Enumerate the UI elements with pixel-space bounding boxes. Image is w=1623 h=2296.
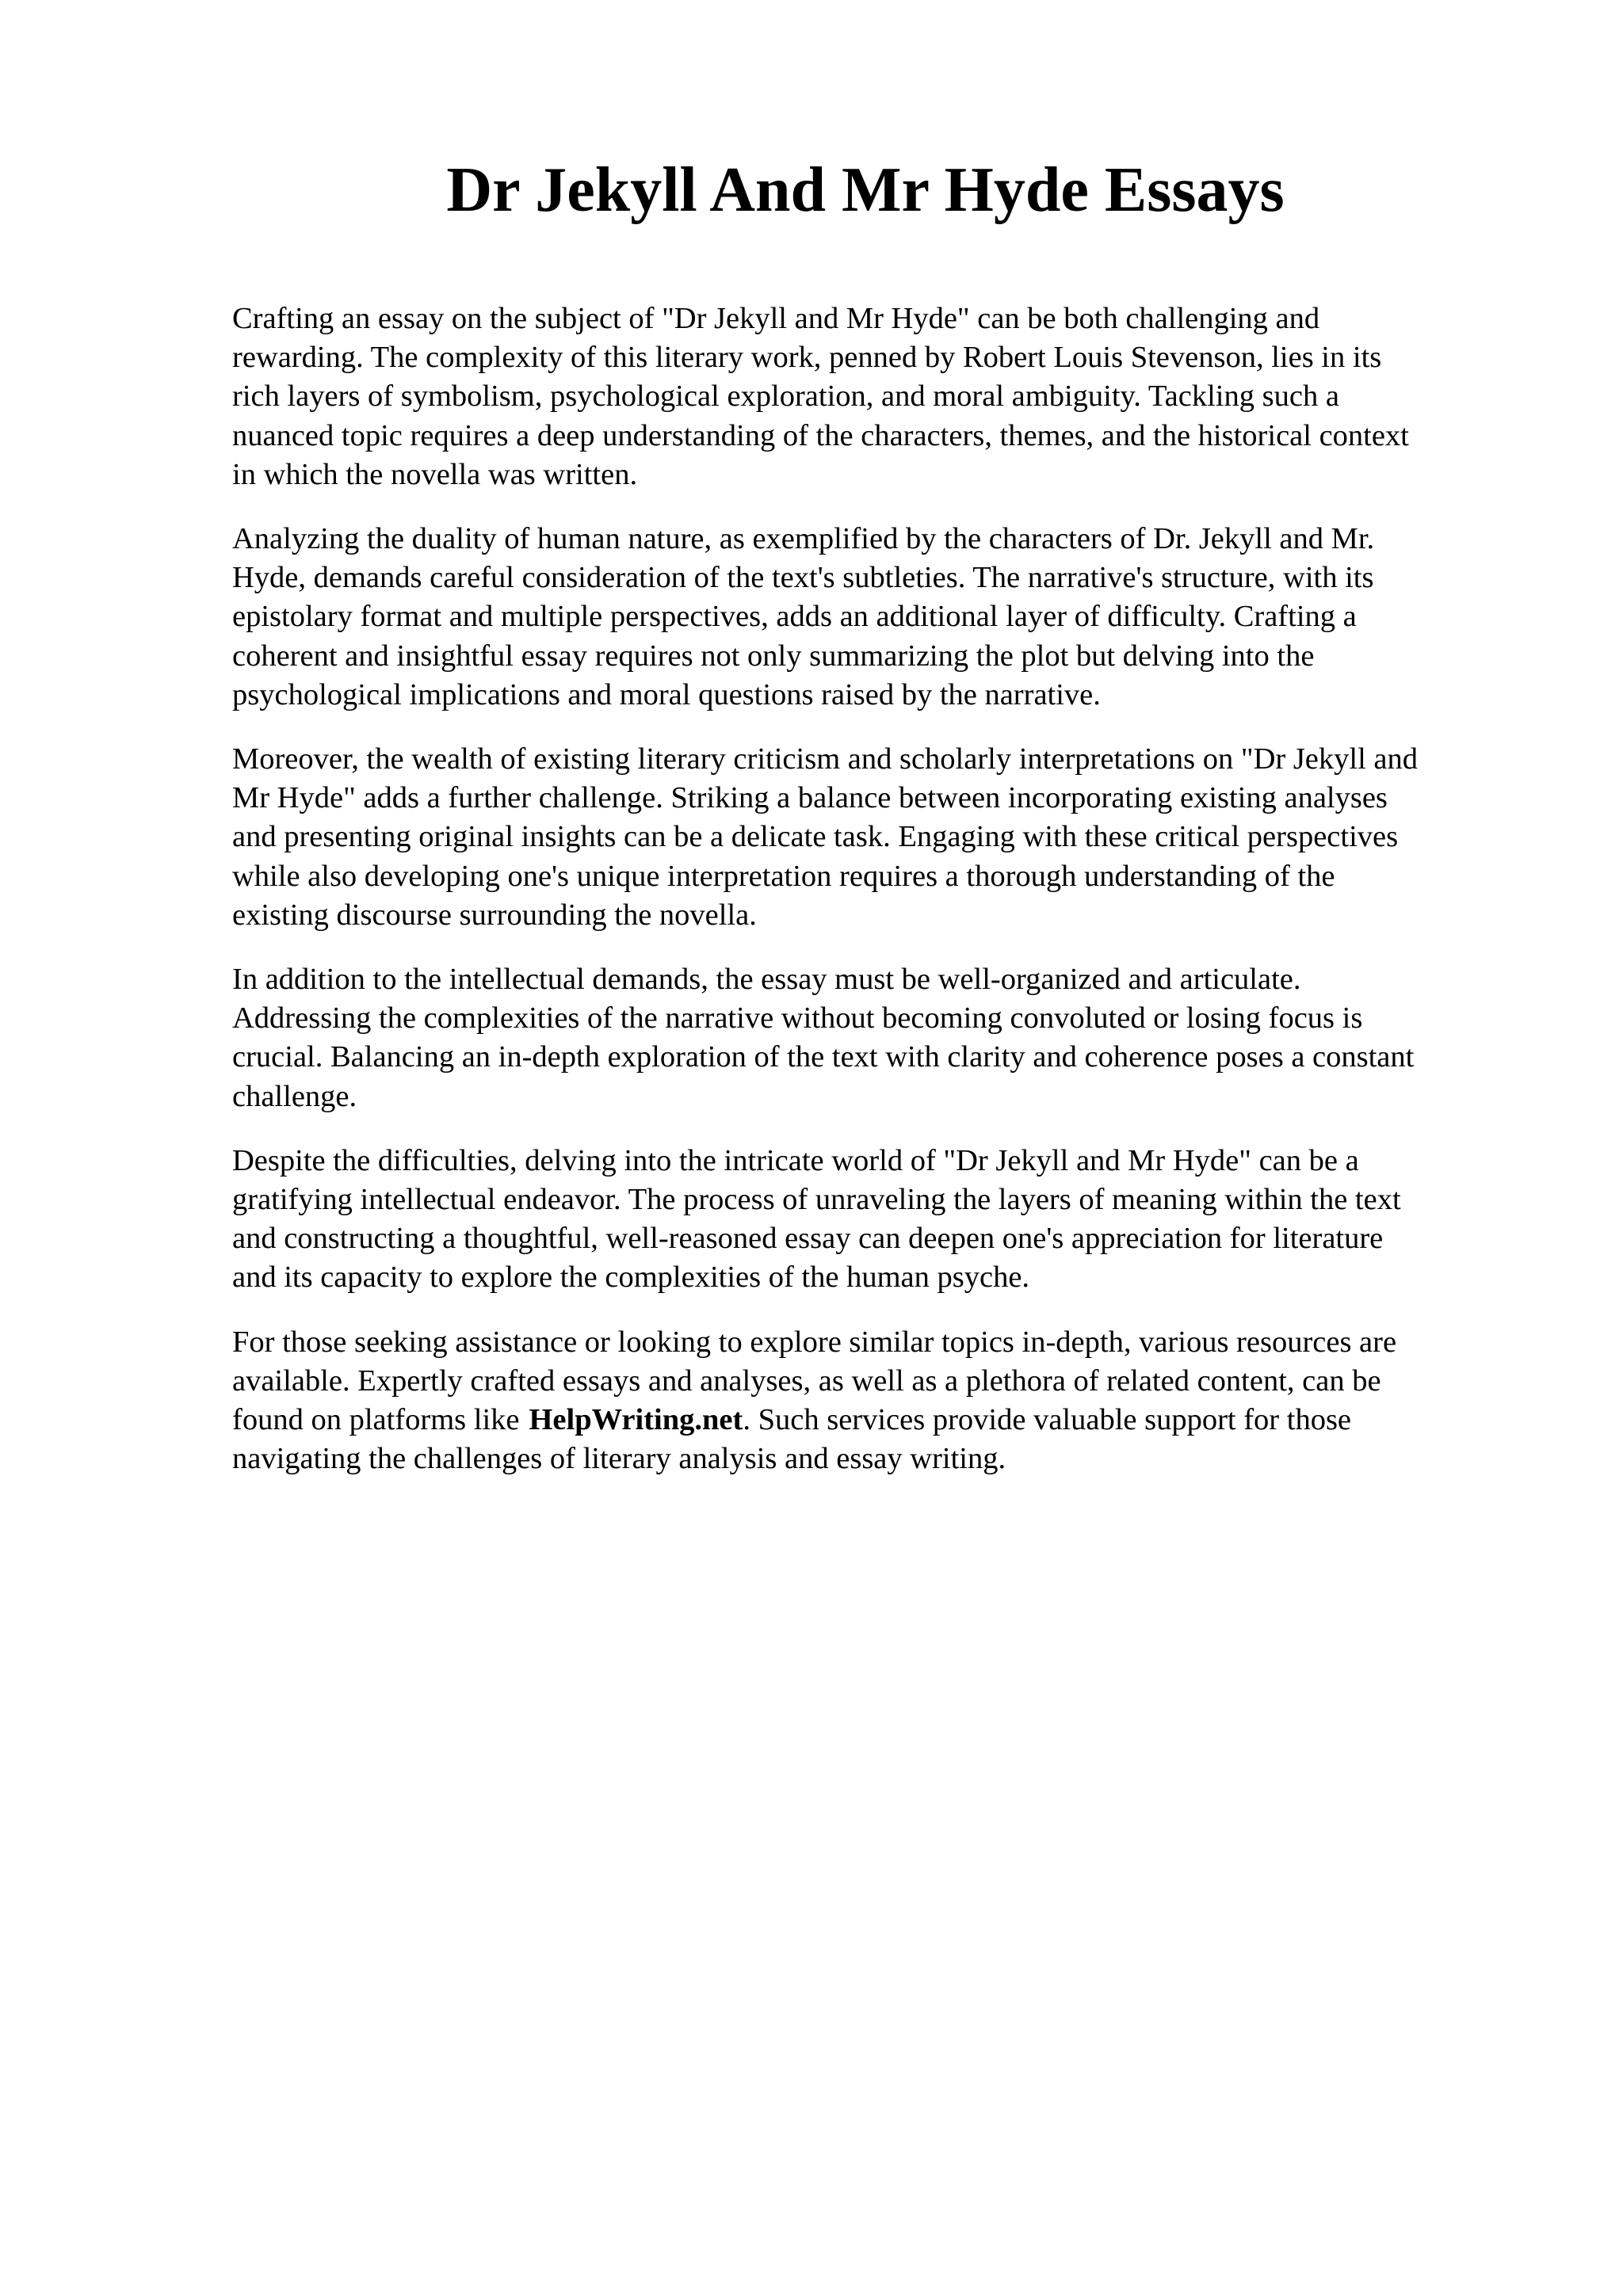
text-line: and presenting original insights can be a delicate task. Engaging with these critical perspectives	[232, 820, 1399, 854]
link-text-line	[232, 1401, 1516, 1440]
text-line: epistolary format and multiple perspectives, adds an additional layer of difficulty. Crafting a	[232, 600, 1357, 634]
paragraph-4	[232, 960, 1516, 1116]
text-line: Despite the difficulties, delving into the intricate world of "Dr Jekyll and Mr Hyde" can be a	[232, 1143, 1359, 1177]
text-line: nuanced topic requires a deep understanding of the characters, themes, and the historical context	[232, 418, 1409, 452]
text-line: existing discourse surrounding the novella.	[232, 898, 757, 932]
text-line: challenge.	[232, 1079, 357, 1113]
link-line-prefix: found on platforms like	[232, 1403, 520, 1437]
text-line: while also developing one's unique interpretation requires a thorough understanding of the	[232, 859, 1335, 893]
paragraph-1	[232, 299, 1516, 494]
paragraph-6	[232, 1323, 1516, 1479]
text-line: Analyzing the duality of human nature, as exemplified by the characters of Dr. Jekyll and Mr.	[232, 522, 1375, 556]
text-line: navigating the challenges of literary analysis and essay writing.	[232, 1442, 1006, 1476]
paragraph-3	[232, 740, 1516, 935]
text-line: gratifying intellectual endeavor. The process of unraveling the layers of meaning within the text	[232, 1183, 1401, 1217]
text-line: Mr Hyde" adds a further challenge. Striking a balance between incorporating existing analyses	[232, 781, 1388, 815]
text-line: Hyde, demands careful consideration of the text's subtleties. The narrative's structure, with its	[232, 561, 1374, 595]
text-line: Crafting an essay on the subject of "Dr Jekyll and Mr Hyde" can be both challenging and	[232, 302, 1320, 335]
helpwriting-link[interactable]: HelpWriting.net	[529, 1403, 743, 1437]
essay-body	[232, 299, 1516, 1504]
link-line-suffix: . Such services provide valuable support for those	[743, 1403, 1352, 1437]
text-line: psychological implications and moral questions raised by the narrative.	[232, 677, 1101, 711]
text-line: and constructing a thoughtful, well-reasoned essay can deepen one's appreciation for literature	[232, 1222, 1384, 1256]
paragraph-5	[232, 1142, 1516, 1298]
text-line: and its capacity to explore the complexities of the human psyche.	[232, 1261, 1030, 1295]
text-line: available. Expertly crafted essays and analyses, as well as a plethora of related content, can be	[232, 1363, 1381, 1398]
page-title: Dr Jekyll And Mr Hyde Essays	[446, 155, 1285, 225]
text-line: Addressing the complexities of the narrative without becoming convoluted or losing focus is	[232, 1001, 1363, 1035]
text-line: in which the novella was written.	[232, 457, 638, 491]
text-line: crucial. Balancing an in-depth exploration of the text with clarity and coherence poses a constant	[232, 1040, 1415, 1074]
text-line: coherent and insightful essay requires not only summarizing the plot but delving into the	[232, 639, 1315, 673]
paragraph-2	[232, 520, 1516, 715]
text-line: rewarding. The complexity of this literary work, penned by Robert Louis Stevenson, lies in its	[232, 341, 1382, 375]
text-line: For those seeking assistance or looking to explore similar topics in-depth, various resources are	[232, 1325, 1397, 1359]
text-line: In addition to the intellectual demands, the essay must be well-organized and articulate.	[232, 963, 1301, 997]
text-line: Moreover, the wealth of existing literary criticism and scholarly interpretations on "Dr Jekyll and	[232, 742, 1418, 776]
text-line: rich layers of symbolism, psychological exploration, and moral ambiguity. Tackling such a	[232, 379, 1339, 414]
